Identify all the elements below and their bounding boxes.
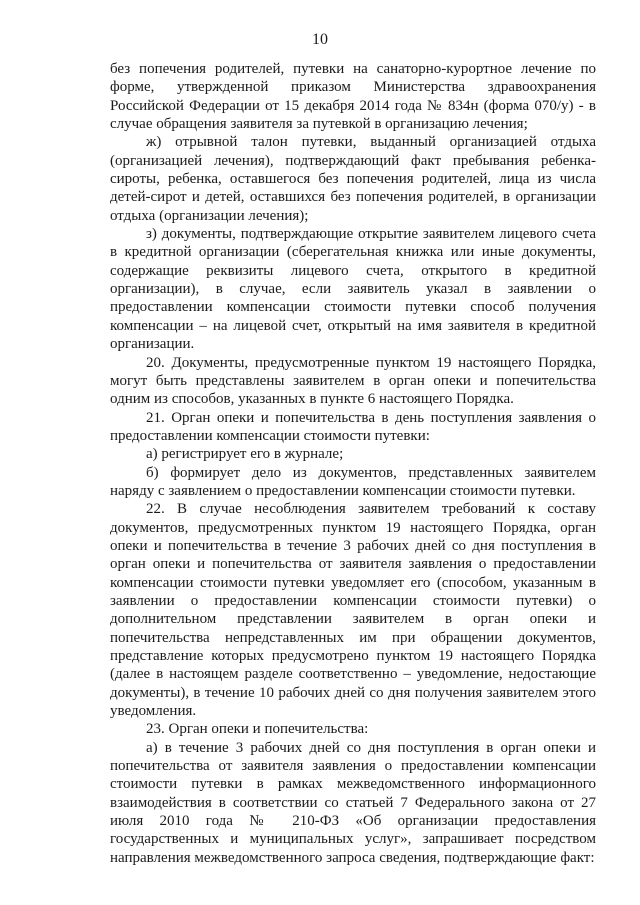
paragraph-item-zh: ж) отрывной талон путевки, выданный организацией отдыха (организацией лечения), подтверждающий факт пребывания ребенка-сироты, ребенка, оставшегося без попечения родителей, лица из числа детей-сирот и детей, оставшихся без попечения родителей, в организации отдыха (организации лечения);	[110, 134, 596, 224]
paragraph-clause-21-a: а) регистрирует его в журнале;	[146, 446, 344, 463]
paragraph-clause-23: 23. Орган опеки и попечительства:	[146, 721, 369, 738]
paragraph-clause-22: 22. В случае несоблюдения заявителем требований к составу документов, предусмотренных пунктом 19 настоящего Порядка, орган опеки и попечительства в течение 3 рабочих дней со дня поступления в орган опеки и попечительства от заявителя заявления о предоставлении компенсации стоимости путевки уведомляет его (способом, указанным в заявлении о предоставлении компенсации стоимости путевки) о дополнительном представлении заявителем в орган опеки и попечительства непредставленных им при обращении документов, представление которых предусмотрено пунктом 19 настоящего Порядка (далее в настоящем разделе соответственно – уведомление, недостающие документы), в течение 10 рабочих дней со дня получения заявителем этого уведомления.	[110, 501, 596, 720]
paragraph-clause-21: 21. Орган опеки и попечительства в день поступления заявления о предоставлении компенсации стоимости путевки:	[110, 409, 596, 444]
paragraph-clause-23-a: а) в течение 3 рабочих дней со дня поступления в орган опеки и попечительства от заявителя заявления о предоставлении компенсации стоимости путевки в рамках межведомственного информационного взаимодействия в соответствии со статьей 7 Федерального закона от 27 июля 2010 года № 210-ФЗ «Об организации предоставления государственных и муниципальных услуг», запрашивает посредством направления межведомственного запроса сведения, подтверждающие факт:	[110, 739, 596, 866]
document-body	[110, 60, 596, 867]
paragraph-continuation: без попечения родителей, путевки на санаторно-курортное лечение по форме, утвержденной приказом Министерства здравоохранения Российской Федерации от 15 декабря 2014 года № 834н (форма 070/у) - в случае обращения заявителя за путевкой в организацию лечения;	[110, 61, 596, 133]
paragraph-clause-21-b: б) формирует дело из документов, представленных заявителем наряду с заявлением о предоставлении компенсации стоимости путевки.	[110, 464, 596, 499]
paragraph-item-z: з) документы, подтверждающие открытие заявителем лицевого счета в кредитной организации (сберегательная книжка или иные документы, содержащие реквизиты лицевого счета, открытого в кредитной организации), в случае, если заявитель указал в заявлении о предоставлении компенсации стоимости путевки способ получения компенсации – на лицевой счет, открытый на имя заявителя в кредитной организации.	[110, 226, 596, 353]
paragraph-clause-20: 20. Документы, предусмотренные пунктом 19 настоящего Порядка, могут быть представлены заявителем в орган опеки и попечительства одним из способов, указанных в пункте 6 настоящего Порядка.	[110, 354, 596, 408]
page-number: 10	[312, 31, 328, 48]
